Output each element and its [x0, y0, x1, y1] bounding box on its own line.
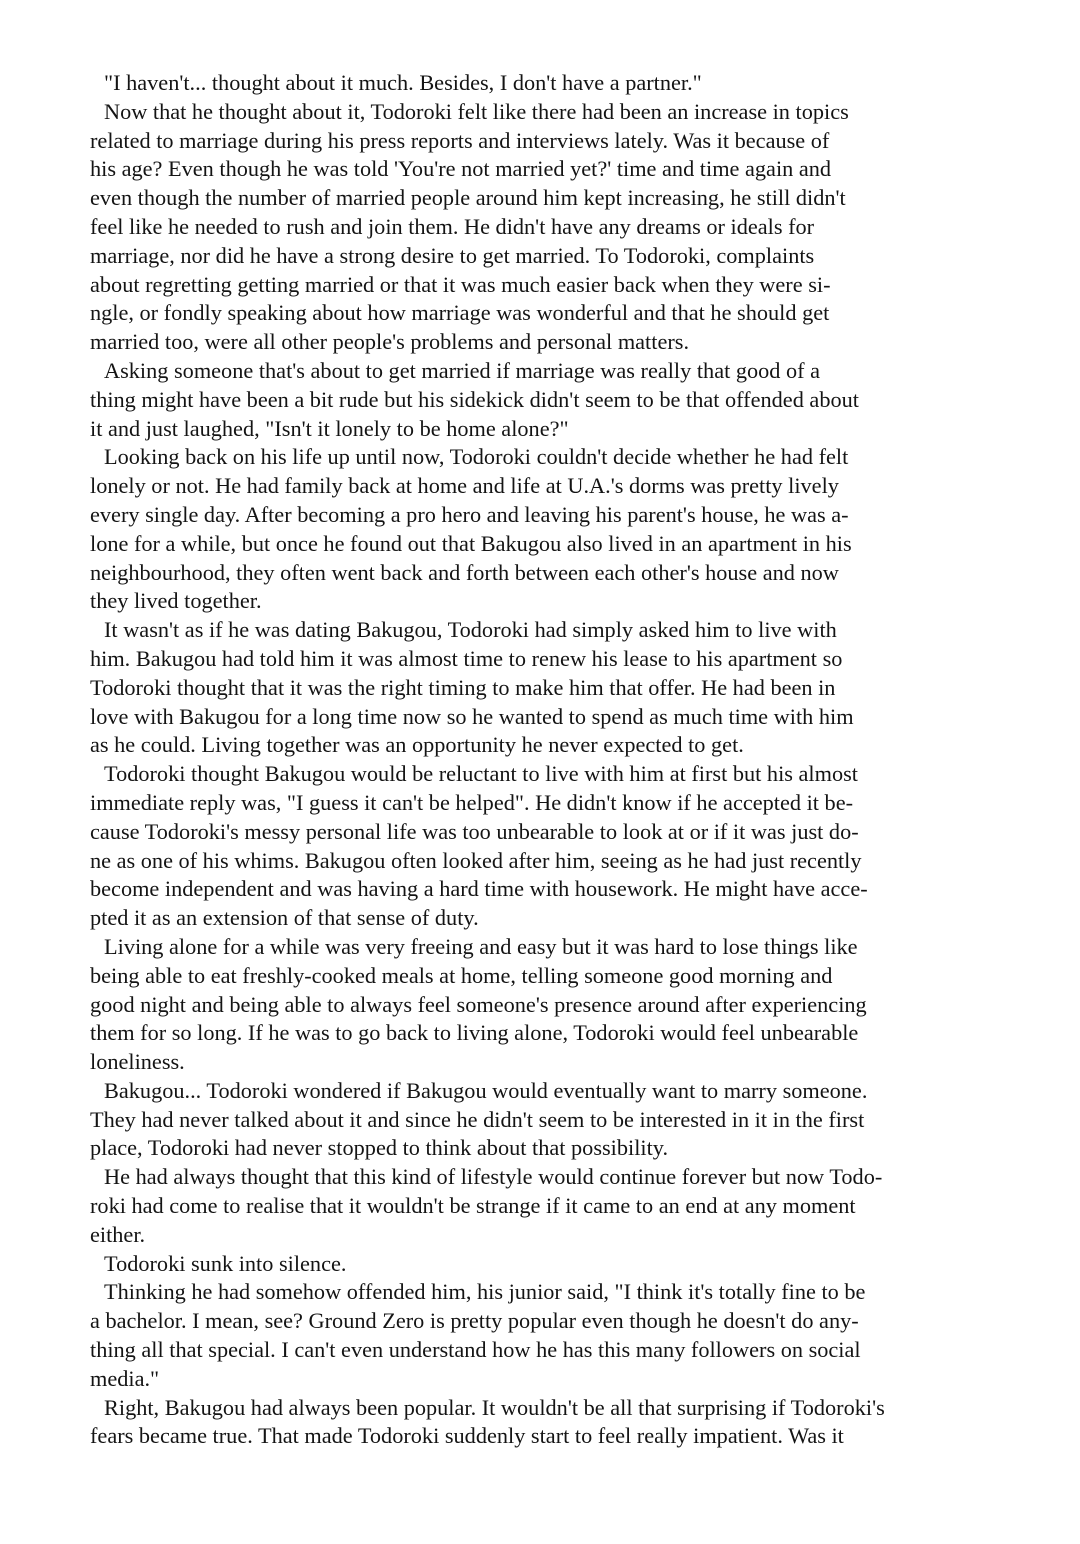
text-line: They had never talked about it and since he didn't seem to be interested in it in the first [90, 1106, 865, 1132]
text-line: it and just laughed, "Isn't it lonely to be home alone?" [90, 415, 569, 441]
text-line: ne as one of his whims. Bakugou often looked after him, seeing as he had just recently [90, 847, 862, 873]
text-line: every single day. After becoming a pro hero and leaving his parent's house, he was a- [90, 501, 849, 527]
text-line: Bakugou... Todoroki wondered if Bakugou would eventually want to marry someone. [104, 1077, 868, 1103]
text-line: Asking someone that's about to get married if marriage was really that good of a [104, 357, 821, 383]
text-line: ngle, or fondly speaking about how marriage was wonderful and that he should get [90, 300, 830, 326]
document-page [90, 69, 1015, 1451]
text-line: Todoroki thought that it was the right timing to make him that offer. He had been in [90, 674, 836, 700]
text-line: lone for a while, but once he found out that Bakugou also lived in an apartment in his [90, 530, 852, 556]
text-line: they lived together. [90, 588, 262, 614]
text-line: either. [90, 1221, 146, 1247]
text-line: his age? Even though he was told 'You're not married yet?' time and time again and [90, 156, 832, 182]
text-line: even though the number of married people around him kept increasing, he still didn't [90, 185, 846, 211]
text-line: them for so long. If he was to go back to living alone, Todoroki would feel unbearable [90, 1020, 859, 1046]
text-line: "I haven't... thought about it much. Besides, I don't have a partner." [104, 70, 702, 95]
text-line: cause Todoroki's messy personal life was too unbearable to look at or if it was just do- [90, 818, 859, 844]
text-line: Todoroki thought Bakugou would be reluctant to live with him at first but his almost [104, 761, 858, 787]
text-line: Thinking he had somehow offended him, his junior said, "I think it's totally fine to be [104, 1279, 866, 1305]
text-line: loneliness. [90, 1049, 185, 1075]
text-line: thing might have been a bit rude but his sidekick didn't seem to be that offended about [90, 386, 859, 412]
text-line: neighbourhood, they often went back and forth between each other's house and now [90, 559, 839, 585]
text-line: marriage, nor did he have a strong desire to get married. To Todoroki, complaints [90, 242, 815, 268]
text-line: lonely or not. He had family back at home and life at U.A.'s dorms was pretty lively [90, 473, 839, 499]
text-line: married too, were all other people's problems and personal matters. [90, 329, 690, 355]
text-line: a bachelor. I mean, see? Ground Zero is pretty popular even though he doesn't do any- [90, 1308, 859, 1334]
text-line: Living alone for a while was very freeing and easy but it was hard to lose things like [104, 933, 858, 959]
text-line: pted it as an extension of that sense of duty. [90, 905, 479, 931]
text-line: good night and being able to always feel someone's presence around after experiencing [90, 991, 867, 1017]
text-line: as he could. Living together was an opportunity he never expected to get. [90, 732, 744, 758]
text-line: Todoroki sunk into silence. [104, 1250, 347, 1276]
text-line: become independent and was having a hard time with housework. He might have acce- [90, 876, 868, 902]
text-line: Right, Bakugou had always been popular. It wouldn't be all that surprising if Todoroki's [104, 1394, 885, 1420]
text-line: being able to eat freshly-cooked meals at home, telling someone good morning and [90, 962, 833, 988]
text-line: feel like he needed to rush and join them. He didn't have any dreams or ideals for [90, 213, 815, 239]
text-line: Now that he thought about it, Todoroki felt like there had been an increase in topics [104, 98, 849, 124]
text-line: media." [90, 1365, 160, 1391]
text-line: It wasn't as if he was dating Bakugou, Todoroki had simply asked him to live with [104, 617, 837, 643]
text-line: thing all that special. I can't even understand how he has this many followers on social [90, 1337, 861, 1363]
text-line: about regretting getting married or that it was much easier back when they were si- [90, 271, 831, 297]
text-line: Looking back on his life up until now, Todoroki couldn't decide whether he had felt [104, 444, 849, 470]
text-line: place, Todoroki had never stopped to think about that possibility. [90, 1135, 669, 1161]
text-line: fears became true. That made Todoroki suddenly start to feel really impatient. Was it [90, 1423, 844, 1449]
text-line: love with Bakugou for a long time now so he wanted to spend as much time with him [90, 703, 854, 729]
text-line: him. Bakugou had told him it was almost time to renew his lease to his apartment so [90, 645, 843, 671]
text-line: He had always thought that this kind of lifestyle would continue forever but now Todo- [104, 1164, 883, 1190]
text-line: immediate reply was, "I guess it can't be helped". He didn't know if he accepted it be- [90, 789, 854, 815]
text-line: related to marriage during his press reports and interviews lately. Was it because of [90, 127, 830, 153]
text-line: roki had come to realise that it wouldn't be strange if it came to an end at any moment [90, 1193, 856, 1219]
